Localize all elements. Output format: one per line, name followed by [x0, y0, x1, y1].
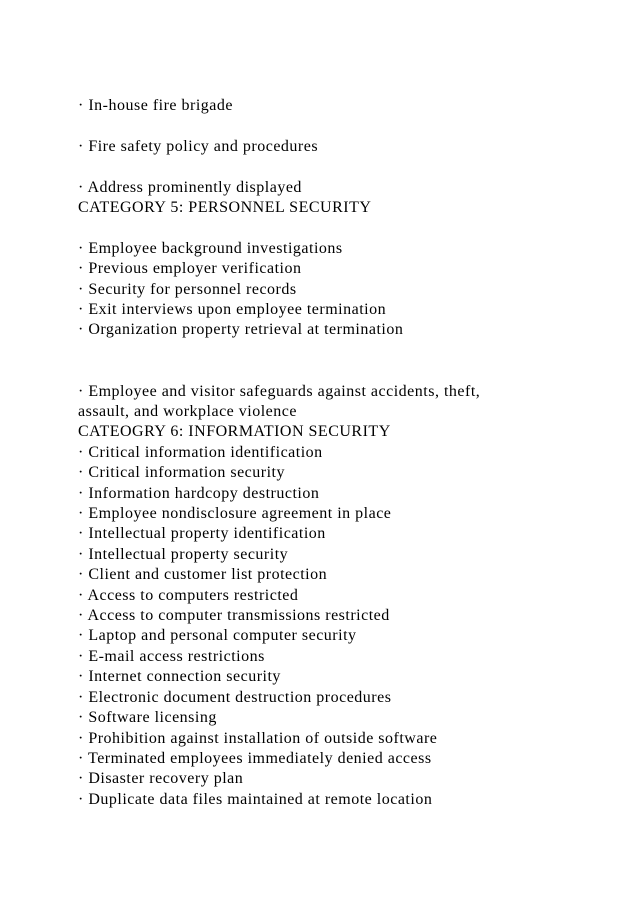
list-item: · Electronic document destruction procedures — [78, 688, 392, 706]
blank-line — [78, 218, 618, 238]
list-item: · Critical information security — [78, 464, 285, 482]
list-item: · Information hardcopy destruction — [78, 484, 320, 502]
list-item: · Access to computers restricted — [78, 586, 299, 604]
list-item: · Internet connection security — [78, 668, 281, 686]
list-item: · Access to computer transmissions restricted — [78, 607, 390, 625]
list-item: · Security for personnel records — [78, 280, 297, 298]
list-item: · Terminated employees immediately denied access — [78, 749, 432, 767]
blank-line — [78, 341, 618, 361]
list-item: · Critical information identification — [78, 443, 323, 461]
list-item: · E-mail access restrictions — [78, 647, 265, 665]
list-item: · Software licensing — [78, 709, 217, 727]
document-body — [78, 96, 618, 810]
list-item: · Intellectual property security — [78, 545, 289, 563]
section-heading-category-5: CATEGORY 5: PERSONNEL SECURITY — [78, 199, 372, 216]
list-item: · In-house fire brigade — [78, 97, 233, 114]
list-item: · Employee and visitor safeguards against accidents, theft, — [78, 382, 481, 400]
list-item: · Employee background investigations — [78, 239, 343, 257]
list-item: · Laptop and personal computer security — [78, 627, 357, 645]
list-item: · Disaster recovery plan — [78, 770, 244, 788]
list-item: · Previous employer verification — [78, 260, 302, 278]
blank-line — [78, 116, 618, 136]
list-item: · Organization property retrieval at termination — [78, 321, 404, 339]
list-item: · Address prominently displayed — [78, 178, 302, 196]
list-item: · Client and customer list protection — [78, 566, 328, 584]
blank-line — [78, 361, 618, 381]
list-item: · Intellectual property identification — [78, 525, 326, 543]
blank-line — [78, 157, 618, 177]
list-item: · Prohibition against installation of outside software — [78, 729, 438, 747]
list-item: · Fire safety policy and procedures — [78, 137, 319, 155]
section-heading-category-6: CATEOGRY 6: INFORMATION SECURITY — [78, 423, 391, 441]
list-item-continuation: assault, and workplace violence — [78, 403, 297, 421]
list-item: · Employee nondisclosure agreement in place — [78, 505, 392, 523]
list-item: · Duplicate data files maintained at remote location — [78, 790, 433, 808]
list-item: · Exit interviews upon employee termination — [78, 301, 387, 319]
